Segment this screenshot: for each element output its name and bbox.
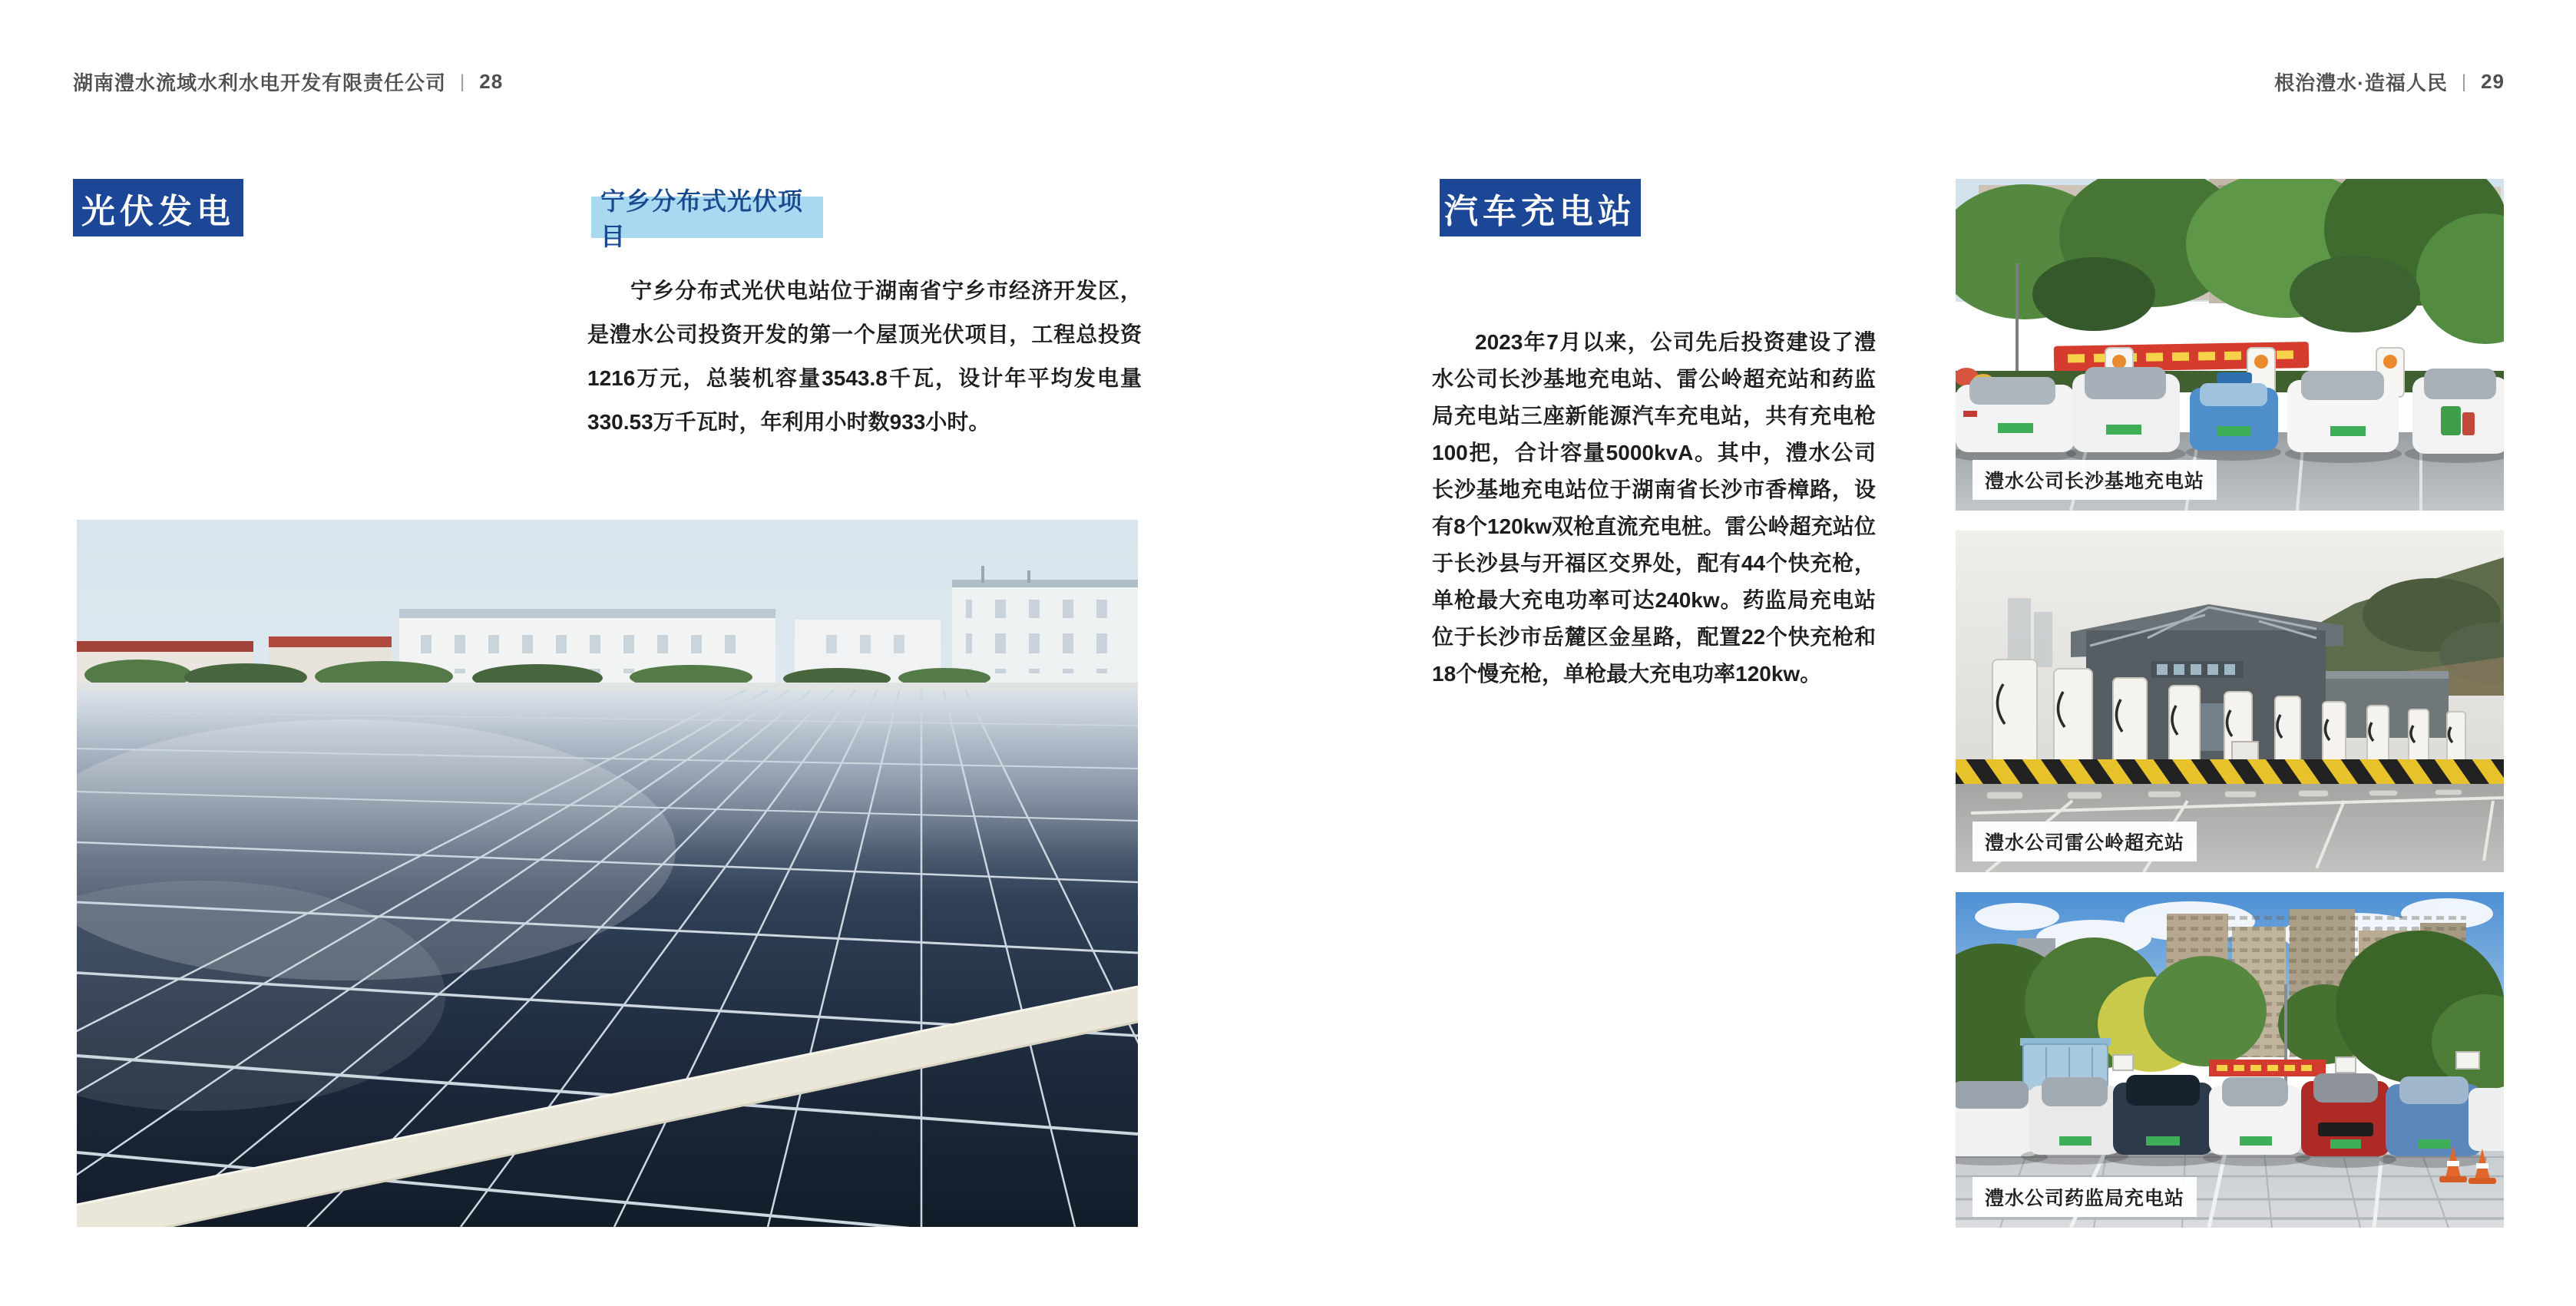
parked-cars bbox=[1956, 367, 2504, 463]
yaojianju-charging-station-photo bbox=[1956, 892, 2504, 1228]
photo-caption-changsha-base: 澧水公司长沙基地充电站 bbox=[1973, 460, 2217, 500]
changsha-base-charging-station-photo bbox=[1956, 179, 2504, 511]
page-number-left: 28 bbox=[479, 70, 504, 93]
slogan: 根治澧水·造福人民 bbox=[2274, 71, 2448, 94]
ev-charging-paragraph: 2023年7月以来，公司先后投资建设了澧水公司长沙基地充电站、雷公岭超充站和药监局充电站三座新能源汽车充电站，共有充电枪100把，合计容量5000kvA。其中，澧水公司长沙基地充电站位于湖南省长沙市香樟路，设有8个120kw双枪直流充电桩。雷公岭超充站位于长沙县与开福区交界处，配有44个快充枪，单枪最大充电功率可达240kw。药监局充电站位于长沙市岳麓区金星路，配置22个快充枪和18个慢充枪，单枪最大充电功率120kw。 bbox=[1432, 330, 1876, 686]
section-title-ev-charging: 汽车充电站 bbox=[1440, 179, 1641, 236]
running-head-right bbox=[2274, 68, 2505, 96]
company-name: 湖南澧水流域水利水电开发有限责任公司 bbox=[73, 71, 447, 94]
running-head-left bbox=[73, 68, 503, 96]
header-separator: | bbox=[460, 71, 466, 92]
section-title-photovoltaic: 光伏发电 bbox=[73, 179, 243, 236]
rooftop-solar-panel-array-photo bbox=[77, 520, 1138, 1227]
opening-banner bbox=[2209, 1060, 2326, 1076]
solar-array-illustration bbox=[77, 520, 1138, 1227]
leigongling-supercharging-station-photo bbox=[1956, 531, 2504, 872]
parked-cars bbox=[1956, 1073, 2504, 1168]
photovoltaic-paragraph: 宁乡分布式光伏电站位于湖南省宁乡市经济开发区，是澧水公司投资开发的第一个屋顶光伏项目，工程总投资1216万元，总装机容量3543.8千瓦，设计年平均发电量330.53万千瓦时，年利用小时数933小时。 bbox=[587, 279, 1142, 434]
ac-unit bbox=[2232, 742, 2258, 762]
page-number-right: 29 bbox=[2481, 70, 2505, 93]
photo-caption-yaojianju: 澧水公司药监局充电站 bbox=[1973, 1177, 2197, 1217]
project-tag-ningxiang: 宁乡分布式光伏项目 bbox=[591, 197, 823, 238]
trees bbox=[1956, 179, 2504, 344]
photo-caption-leigongling: 澧水公司雷公岭超充站 bbox=[1973, 822, 2197, 861]
header-separator: | bbox=[2461, 71, 2468, 92]
